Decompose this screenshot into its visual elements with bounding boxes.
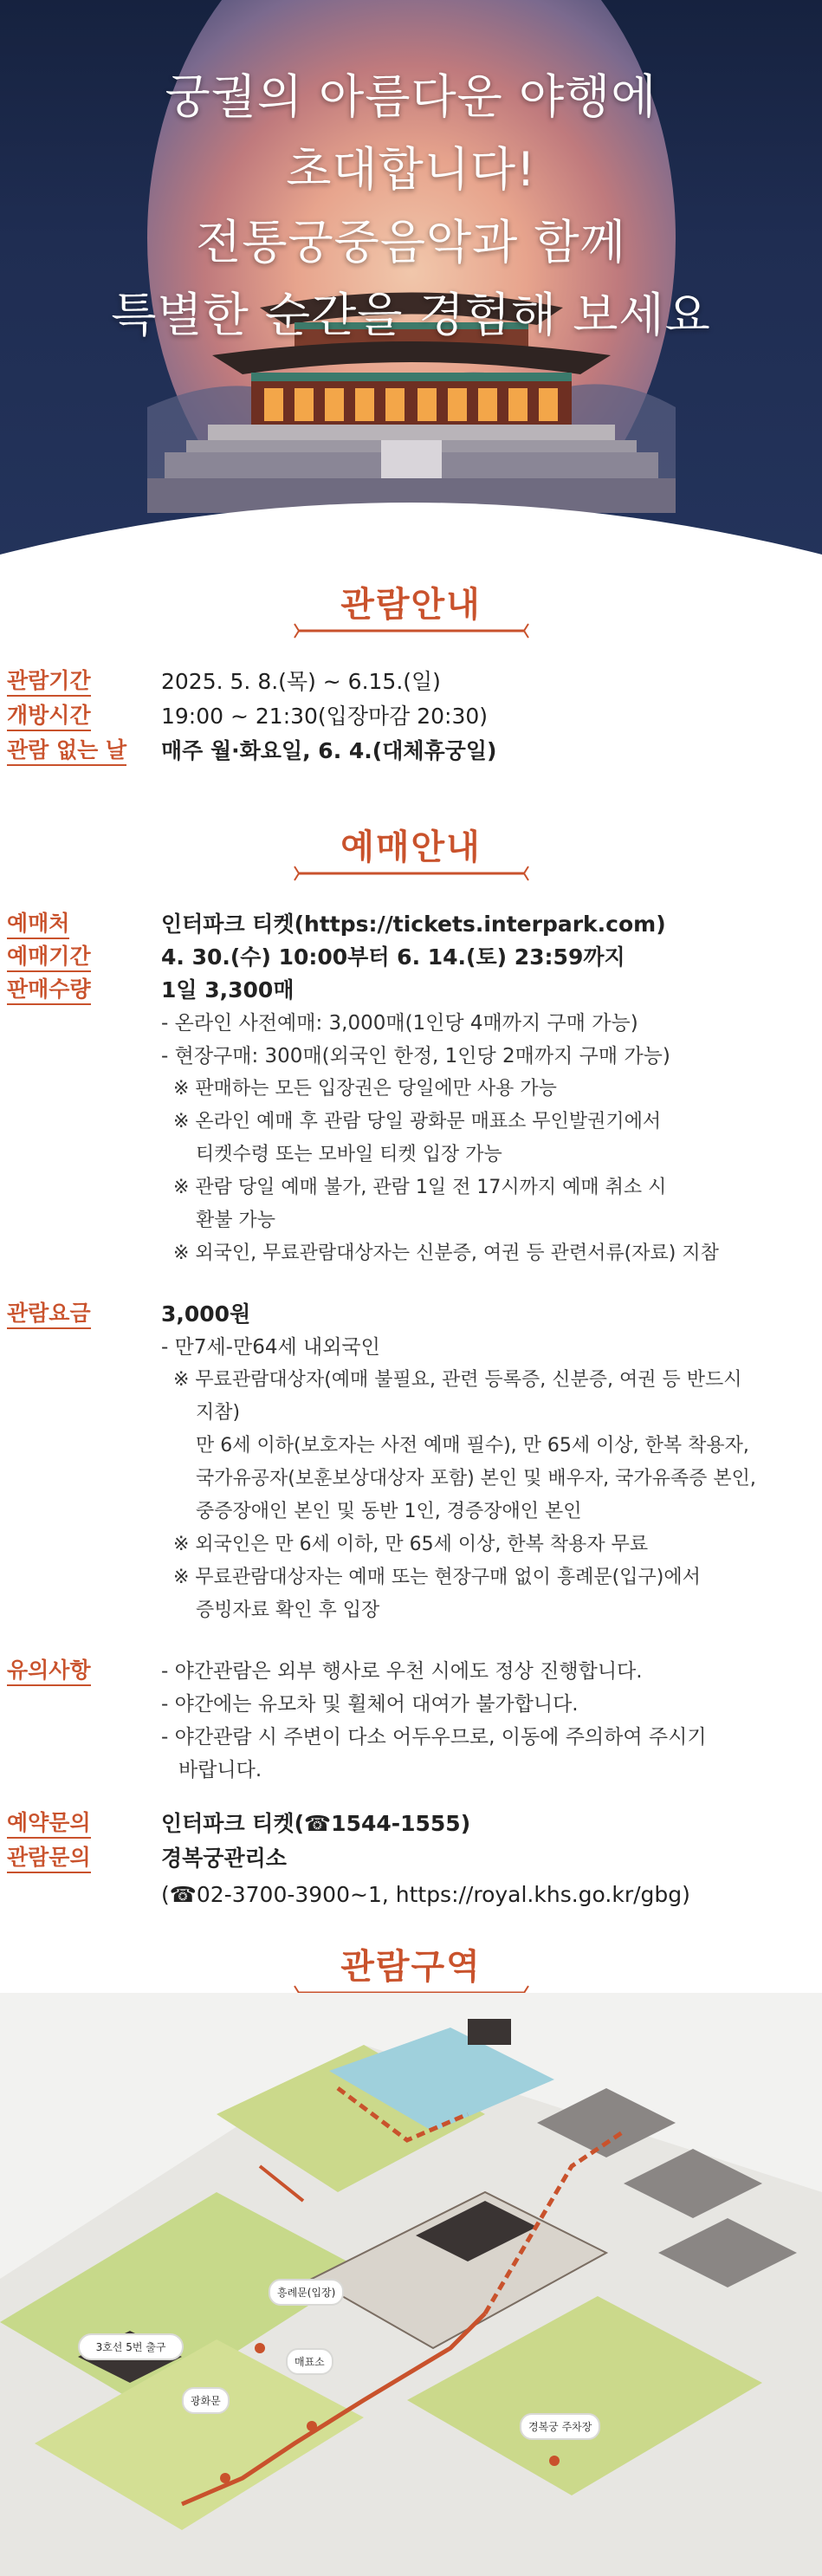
hours-value: 19:00 ~ 21:30(입장마감 20:30) — [161, 704, 489, 729]
ticket-section-title: 예매안내 — [340, 827, 482, 867]
fee-free-1d: 국가유공자(보훈보상대상자 포함) 본인 및 배우자, 국가유족증 본인, — [196, 1468, 756, 1489]
ticket-period-label: 예매기간 — [7, 943, 91, 972]
hours-label: 개방시간 — [7, 702, 91, 731]
fee-free-2: ※ 외국인은 만 6세 이하, 만 65세 이상, 한복 착용자 무료 — [173, 1534, 649, 1555]
qty-onsite: - 현장구매: 300매(외국인 한정, 1인당 2매까지 구매 가능) — [161, 1045, 670, 1067]
ticket-note-3a: ※ 관람 당일 예매 불가, 관람 1일 전 17시까지 예매 취소 시 — [173, 1177, 667, 1198]
map-label-gwanghwa — [182, 2387, 230, 2414]
map-label-gwanghwa-text: 광화문 — [191, 2395, 221, 2407]
qty-value: 1일 3,300매 — [161, 977, 294, 1002]
caution-line-2: - 야간에는 유모차 및 휠체어 대여가 불가합니다. — [161, 1693, 579, 1716]
fee-value: 3,000원 — [161, 1301, 251, 1327]
ticket-note-3b: 환불 가능 — [196, 1210, 276, 1231]
fee-free-1b: 지참) — [196, 1402, 241, 1424]
map-label-heungnye — [269, 2279, 344, 2306]
map-label-heungnye-text: 흥례문(입장) — [277, 2287, 336, 2299]
hero-line-1: 궁궐의 아름다운 야행에 — [165, 69, 657, 124]
info-section-header — [0, 563, 822, 641]
contact-visit-row — [0, 1844, 822, 1878]
ticket-note-2b: 티켓수령 또는 모바일 티켓 입장 가능 — [196, 1144, 502, 1165]
area-section-title: 관람구역 — [340, 1947, 482, 1987]
ticket-section-header — [0, 806, 822, 884]
ticket-note-1: ※ 판매하는 모든 입장권은 당일에만 사용 가능 — [173, 1078, 557, 1100]
info-row-closed — [0, 736, 822, 771]
map-label-ticket — [286, 2348, 333, 2375]
palace-map — [0, 1993, 822, 2576]
map-label-exit-text: 3호선 5번 출구 — [95, 2341, 166, 2353]
ticket-row-qty — [0, 976, 822, 1010]
where-label: 예매처 — [7, 910, 69, 939]
info-row-hours — [0, 702, 822, 736]
qty-online: - 온라인 사전예매: 3,000매(1인당 4매까지 구매 가능) — [161, 1012, 638, 1035]
reserve-label: 예약문의 — [7, 1809, 91, 1839]
visit-label: 관람문의 — [7, 1844, 91, 1873]
caution-label: 유의사항 — [7, 1657, 91, 1686]
caution-line-3b: 바랍니다. — [178, 1759, 262, 1781]
fee-free-3a: ※ 무료관람대상자는 예매 또는 현장구매 없이 흥례문(입구)에서 — [173, 1567, 701, 1588]
ticket-row-period — [0, 943, 822, 977]
hero-line-3: 전통궁중음악과 함께 — [196, 215, 626, 269]
hero-line-4: 특별한 순간을 경험해 보세요 — [111, 288, 711, 342]
ticket-note-4: ※ 외국인, 무료관람대상자는 신분증, 여권 등 관련서류(자료) 지참 — [173, 1243, 719, 1264]
fee-free-3b: 증빙자료 확인 후 입장 — [196, 1599, 380, 1621]
caution-line-3a: - 야간관람 시 주변이 다소 어두우므로, 이동에 주의하여 주시기 — [161, 1726, 707, 1749]
period-label: 관람기간 — [7, 667, 91, 697]
ticket-row-where — [0, 910, 822, 944]
reserve-value: 인터파크 티켓(☎1544-1555) — [161, 1811, 471, 1836]
closed-label: 관람 없는 날 — [7, 736, 126, 766]
fee-free-1e: 중증장애인 본인 및 동반 1인, 경증장애인 본인 — [196, 1501, 582, 1522]
caution-row — [0, 1657, 822, 1691]
info-row-period — [0, 667, 822, 702]
ticket-period-value: 4. 30.(수) 10:00부터 6. 14.(토) 23:59까지 — [161, 944, 625, 970]
period-value: 2025. 5. 8.(목) ~ 6.15.(일) — [161, 669, 441, 694]
visit-detail[interactable]: (☎02-3700-3900~1, https://royal.khs.go.kr/gbg) — [161, 1882, 690, 1907]
map-label-parking — [520, 2413, 600, 2440]
fee-free-1c: 만 6세 이하(보호자는 사전 예매 필수), 만 65세 이상, 한복 착용자, — [196, 1435, 749, 1457]
hero-banner — [0, 0, 822, 598]
visit-value: 경복궁관리소 — [161, 1846, 287, 1871]
map-label-parking-text: 경복궁 주차장 — [528, 2421, 592, 2433]
info-section-title: 관람안내 — [340, 585, 482, 625]
caution-line-1: - 야간관람은 외부 행사로 우천 시에도 정상 진행합니다. — [161, 1660, 643, 1683]
fee-row — [0, 1300, 822, 1334]
area-section-header — [0, 1925, 822, 2003]
ticket-note-2a: ※ 온라인 예매 후 관람 당일 광화문 매표소 무인발권기에서 — [173, 1111, 662, 1132]
contact-reserve-row — [0, 1809, 822, 1844]
closed-value: 매주 월·화요일, 6. 4.(대체휴궁일) — [161, 738, 497, 763]
fee-free-1a: ※ 무료관람대상자(예매 불필요, 관련 등록증, 신분증, 여권 등 반드시 — [173, 1369, 742, 1391]
qty-label: 판매수량 — [7, 976, 91, 1005]
palace-map-illustration — [0, 1993, 822, 2576]
fee-label: 관람요금 — [7, 1300, 91, 1329]
map-label-ticket-text: 매표소 — [294, 2356, 325, 2368]
fee-age: - 만7세-만64세 내외국인 — [161, 1336, 380, 1359]
map-label-exit — [78, 2333, 184, 2360]
hero-title — [0, 61, 822, 352]
where-value[interactable]: 인터파크 티켓(https://tickets.interpark.com) — [161, 912, 666, 937]
hero-line-2: 초대합니다! — [286, 142, 536, 197]
